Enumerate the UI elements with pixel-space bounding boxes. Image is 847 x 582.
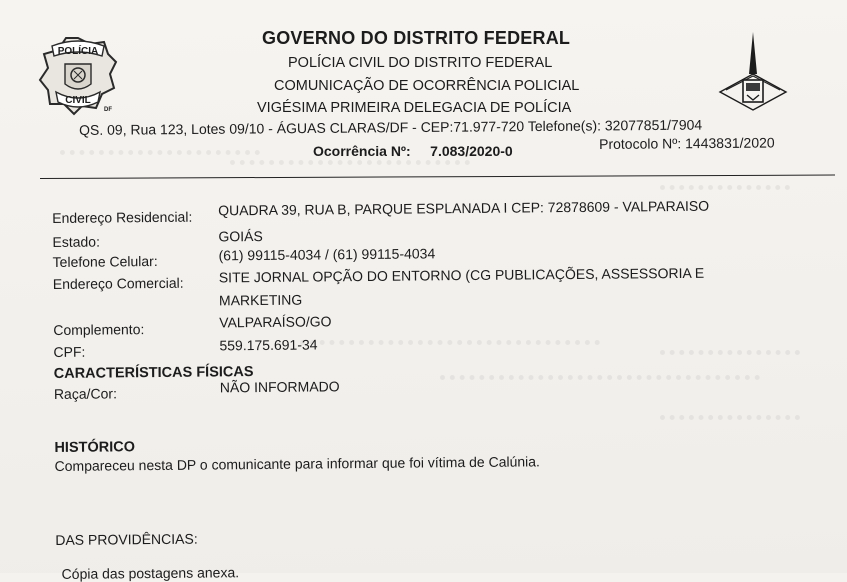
bleed-through-mark [230, 160, 470, 175]
field-value: (61) 99115-4034 / (61) 99115-4034 [218, 245, 436, 264]
physical-section-title: CARACTERÍSTICAS FÍSICAS [53, 364, 254, 382]
police-badge-icon [38, 34, 118, 118]
field-label: Complemento: [53, 321, 145, 338]
field-label: CPF: [53, 343, 86, 360]
protocol-number: Protocolo Nº: 1443831/2020 [599, 134, 775, 152]
header-precinct: VIGÉSIMA PRIMEIRA DELEGACIA DE POLÍCIA [257, 100, 572, 116]
svg-text:POLÍCIA: POLÍCIA [57, 46, 99, 57]
bleed-through-mark [300, 340, 600, 355]
occurrence-number [313, 143, 513, 159]
svg-text:CIVIL: CIVIL [65, 95, 91, 106]
header-address: QS. 09, Rua 123, Lotes 09/10 - ÁGUAS CLARAS/DF - CEP:71.977-720 Telefone(s): 32077851/7904 [79, 116, 703, 138]
history-section-title: HISTÓRICO [54, 439, 136, 456]
field-value: VALPARAÍSO/GO [219, 313, 332, 331]
history-text: Compareceu nesta DP o comunicante para informar que foi vítima de Calúnia. [54, 453, 540, 474]
field-value: GOIÁS [218, 227, 263, 245]
field-label: Endereço Residencial: [52, 208, 193, 226]
field-label: Raça/Cor: [53, 385, 118, 402]
bleed-through-mark [660, 350, 800, 420]
field-label: Telefone Celular: [52, 252, 158, 270]
header-government: GOVERNO DO DISTRITO FEDERAL [262, 28, 571, 48]
header-divider [40, 175, 835, 179]
field-label: Estado: [52, 233, 101, 250]
measures-item: Cópia das postagens anexa. [61, 564, 240, 582]
field-value: SITE JORNAL OPÇÃO DO ENTORNO (CG PUBLICAÇÕES, ASSESSORIA E [218, 264, 705, 286]
field-value: NÃO INFORMADO [219, 378, 340, 396]
field-value: QUADRA 39, RUA B, PARQUE ESPLANADA I CEP: 72878609 - VALPARAISO [218, 197, 710, 219]
svg-text:DF: DF [104, 107, 112, 113]
header-document-type: COMUNICAÇÃO DE OCORRÊNCIA POLICIAL [274, 78, 580, 94]
federal-district-emblem-icon [716, 30, 790, 114]
occurrence-value: 7.083/2020-0 [430, 143, 513, 159]
field-value: 559.175.691-34 [219, 336, 318, 354]
measures-section-title: DAS PROVIDÊNCIAS: [55, 530, 198, 548]
occurrence-label: Ocorrência Nº: [313, 143, 411, 159]
header-police: POLÍCIA CIVIL DO DISTRITO FEDERAL [288, 55, 553, 71]
field-label: Endereço Comercial: [52, 274, 184, 292]
field-value: MARKETING [218, 291, 303, 309]
